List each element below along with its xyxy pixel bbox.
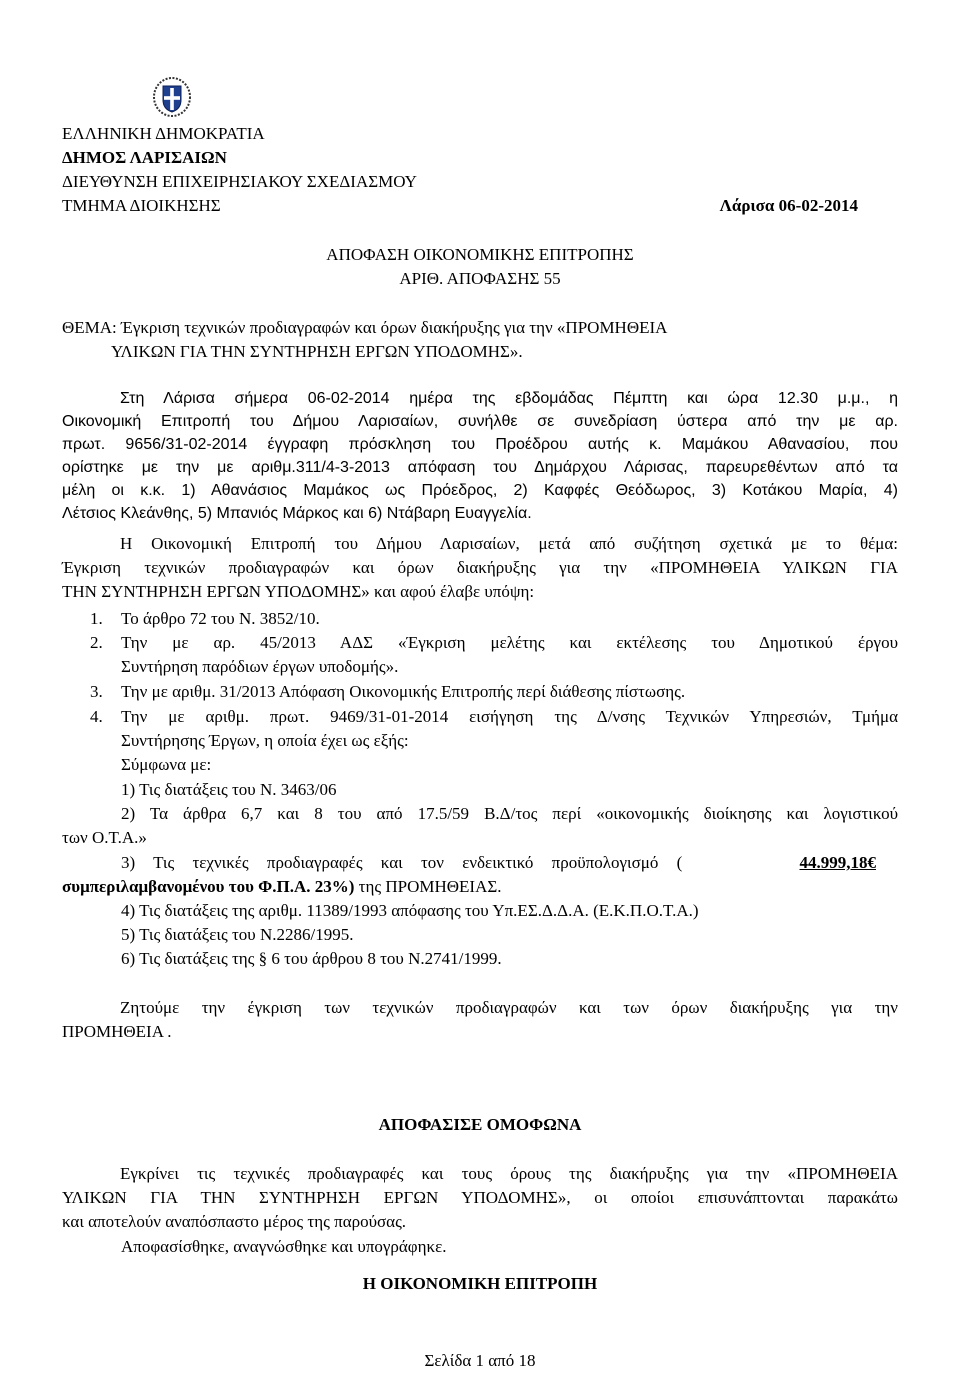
header-line-3: ΔΙΕΥΘΥΝΣΗ ΕΠΙΧΕΙΡΗΣΙΑΚΟΥ ΣΧΕΔΙΑΣΜΟΥ [62, 172, 417, 191]
accordance-label: Σύμφωνα με: [121, 755, 212, 774]
body-paragraph [62, 532, 898, 604]
sub-item-3-tail: της ΠΡΟΜΗΘΕΙΑΣ. [354, 877, 502, 896]
body-line: Έγκριση τεχνικών προδιαγραφών και όρων διακήρυξης για την «ΠΡΟΜΗΘΕΙΑ ΥΛΙΚΩΝ ΓΙΑ [62, 558, 898, 577]
budget-amount: 44.999,18€ [799, 853, 876, 872]
sub-item-2-line-2: των Ο.Τ.Α.» [62, 828, 147, 847]
item-1-number: 1. [90, 609, 103, 628]
page-number: Σελίδα 1 από 18 [424, 1351, 536, 1370]
sub-item-3-text: 3) Τις τεχνικές προδιαγραφές και τον ενδεικτικό προϋπολογισμό ( [121, 853, 683, 872]
header-line-4: ΤΜΗΜΑ ΔΙΟΙΚΗΣΗΣ [62, 196, 221, 215]
item-3-number: 3. [90, 682, 103, 701]
sub-item-4: 4) Τις διατάξεις της αριθμ. 11389/1993 απόφασης του Υπ.ΕΣ.Δ.Δ.Α. (Ε.Κ.Π.Ο.Τ.Α.) [121, 901, 699, 920]
sub-item-1: 1) Τις διατάξεις του Ν. 3463/06 [121, 780, 337, 799]
request-line-1: Ζητούμε την έγκριση των τεχνικών προδιαγραφών και των όρων διακήρυξης για την [120, 998, 898, 1017]
header-line-2: ΔΗΜΟΣ ΛΑΡΙΣΑΙΩΝ [62, 148, 227, 167]
greek-coat-of-arms-icon [152, 76, 192, 118]
item-2-number: 2. [90, 633, 103, 652]
body-line: ΤΗΝ ΣΥΝΤΗΡΗΣΗ ΕΡΓΩΝ ΥΠΟΔΟΜΗΣ» και αφού έλαβε υπόψη: [62, 582, 535, 601]
sub-item-3-line-2 [62, 875, 502, 899]
signature-block: Η ΟΙΚΟΝΟΜΙΚΗ ΕΠΙΤΡΟΠΗ [362, 1274, 598, 1293]
decision-line-3: και αποτελούν αναπόσπαστο μέρος της παρούσας. [62, 1212, 407, 1231]
sub-item-5: 5) Τις διατάξεις του Ν.2286/1995. [121, 925, 354, 944]
intro-line: πρωτ. 9656/31-02-2014 έγγραφη πρόσκληση του Προέδρου αυτής κ. Μαμάκου Αθανασίου, που [62, 436, 898, 453]
request-line-2: ΠΡΟΜΗΘΕΙΑ . [62, 1022, 172, 1041]
item-4-line-1: Την με αριθμ. πρωτ. 9469/31-01-2014 εισήγηση της Δ/νσης Τεχνικών Υπηρεσιών, Τμήμα [121, 707, 898, 726]
sub-item-6: 6) Τις διατάξεις της § 6 του άρθρου 8 του Ν.2741/1999. [121, 949, 502, 968]
decision-title: ΑΠΟΦΑΣΗ ΟΙΚΟΝΟΜΙΚΗΣ ΕΠΙΤΡΟΠΗΣ [326, 245, 634, 264]
item-4-number: 4. [90, 707, 103, 726]
item-2-line-2: Συντήρηση παρόδιων έργων υποδομής». [121, 657, 399, 676]
sub-item-2-line-1: 2) Τα άρθρα 6,7 και 8 του από 17.5/59 Β.Δ/τος περί «οικονομικής διοίκησης και λογιστικού [121, 804, 898, 823]
intro-line: Οικονομική Επιτροπή του Δήμου Λαρισαίων, συνήλθε σε συνεδρίαση ύστερα από την με αρ. [62, 413, 898, 430]
intro-line: μέλη οι κ.κ. 1) Αθανάσιος Μαμάκος ως Πρόεδρος, 2) Καφφές Θεόδωρος, 3) Κοτάκου Μαρία, 4) [62, 482, 898, 499]
body-line: Η Οικονομική Επιτροπή του Δήμου Λαρισαίων, μετά από συζήτηση σχετικά με το θέμα: [120, 534, 898, 553]
sub-item-3-line-1 [121, 851, 898, 875]
item-3-text: Την με αριθμ. 31/2013 Απόφαση Οικονομικής Επιτροπής περί διάθεσης πίστωσης. [121, 682, 686, 701]
decision-line-2: ΥΛΙΚΩΝ ΓΙΑ ΤΗΝ ΣΥΝΤΗΡΗΣΗ ΕΡΓΩΝ ΥΠΟΔΟΜΗΣ», οι οποίοι επισυνάπτονται παρακάτω [62, 1188, 898, 1207]
item-1-text: Το άρθρο 72 του Ν. 3852/10. [121, 609, 320, 628]
decision-number: ΑΡΙΘ. ΑΠΟΦΑΣΗΣ 55 [399, 269, 561, 288]
item-2-line-1: Την με αρ. 45/2013 ΑΔΣ «Έγκριση μελέτης και εκτέλεσης του Δημοτικού έργου [121, 633, 898, 652]
intro-line: Λέτσιος Κλεάνθης, 5) Μπανιός Μάρκος και 6) Ντάβαρη Ευαγγελία. [62, 505, 532, 522]
intro-paragraph [62, 387, 898, 525]
item-4-line-2: Συντήρησης Έργων, η οποία έχει ως εξής: [121, 731, 409, 750]
subject-line-1: ΘΕΜΑ: Έγκριση τεχνικών προδιαγραφών και όρων διακήρυξης για την «ΠΡΟΜΗΘΕΙΑ [62, 318, 668, 337]
decision-line-1: Εγκρίνει τις τεχνικές προδιαγραφές και τους όρους της διακήρυξης για την «ΠΡΟΜΗΘΕΙΑ [120, 1164, 898, 1183]
intro-line: Στη Λάρισα σήμερα 06-02-2014 ημέρα της εβδομάδας Πέμπτη και ώρα 12.30 μ.μ., η [120, 390, 898, 407]
header-date: Λάρισα 06-02-2014 [719, 196, 858, 215]
subject-line-2: ΥΛΙΚΩΝ ΓΙΑ ΤΗΝ ΣΥΝΤΗΡΗΣΗ ΕΡΓΩΝ ΥΠΟΔΟΜΗΣ». [111, 342, 523, 361]
decision-heading: ΑΠΟΦΑΣΙΣΕ ΟΜΟΦΩΝΑ [378, 1115, 582, 1134]
intro-line: ορίστηκε με την με αριθμ.311/4-3-2013 απόφαση του Δημάρχου Λάρισας, παρευρεθέντων από τα [62, 459, 898, 476]
decision-line-4: Αποφασίσθηκε, αναγνώσθηκε και υπογράφηκε. [121, 1237, 447, 1256]
vat-note: συμπεριλαμβανομένου του Φ.Π.Α. 23%) [62, 877, 355, 896]
header-line-1: ΕΛΛΗΝΙΚΗ ΔΗΜΟΚΡΑΤΙΑ [62, 124, 265, 143]
